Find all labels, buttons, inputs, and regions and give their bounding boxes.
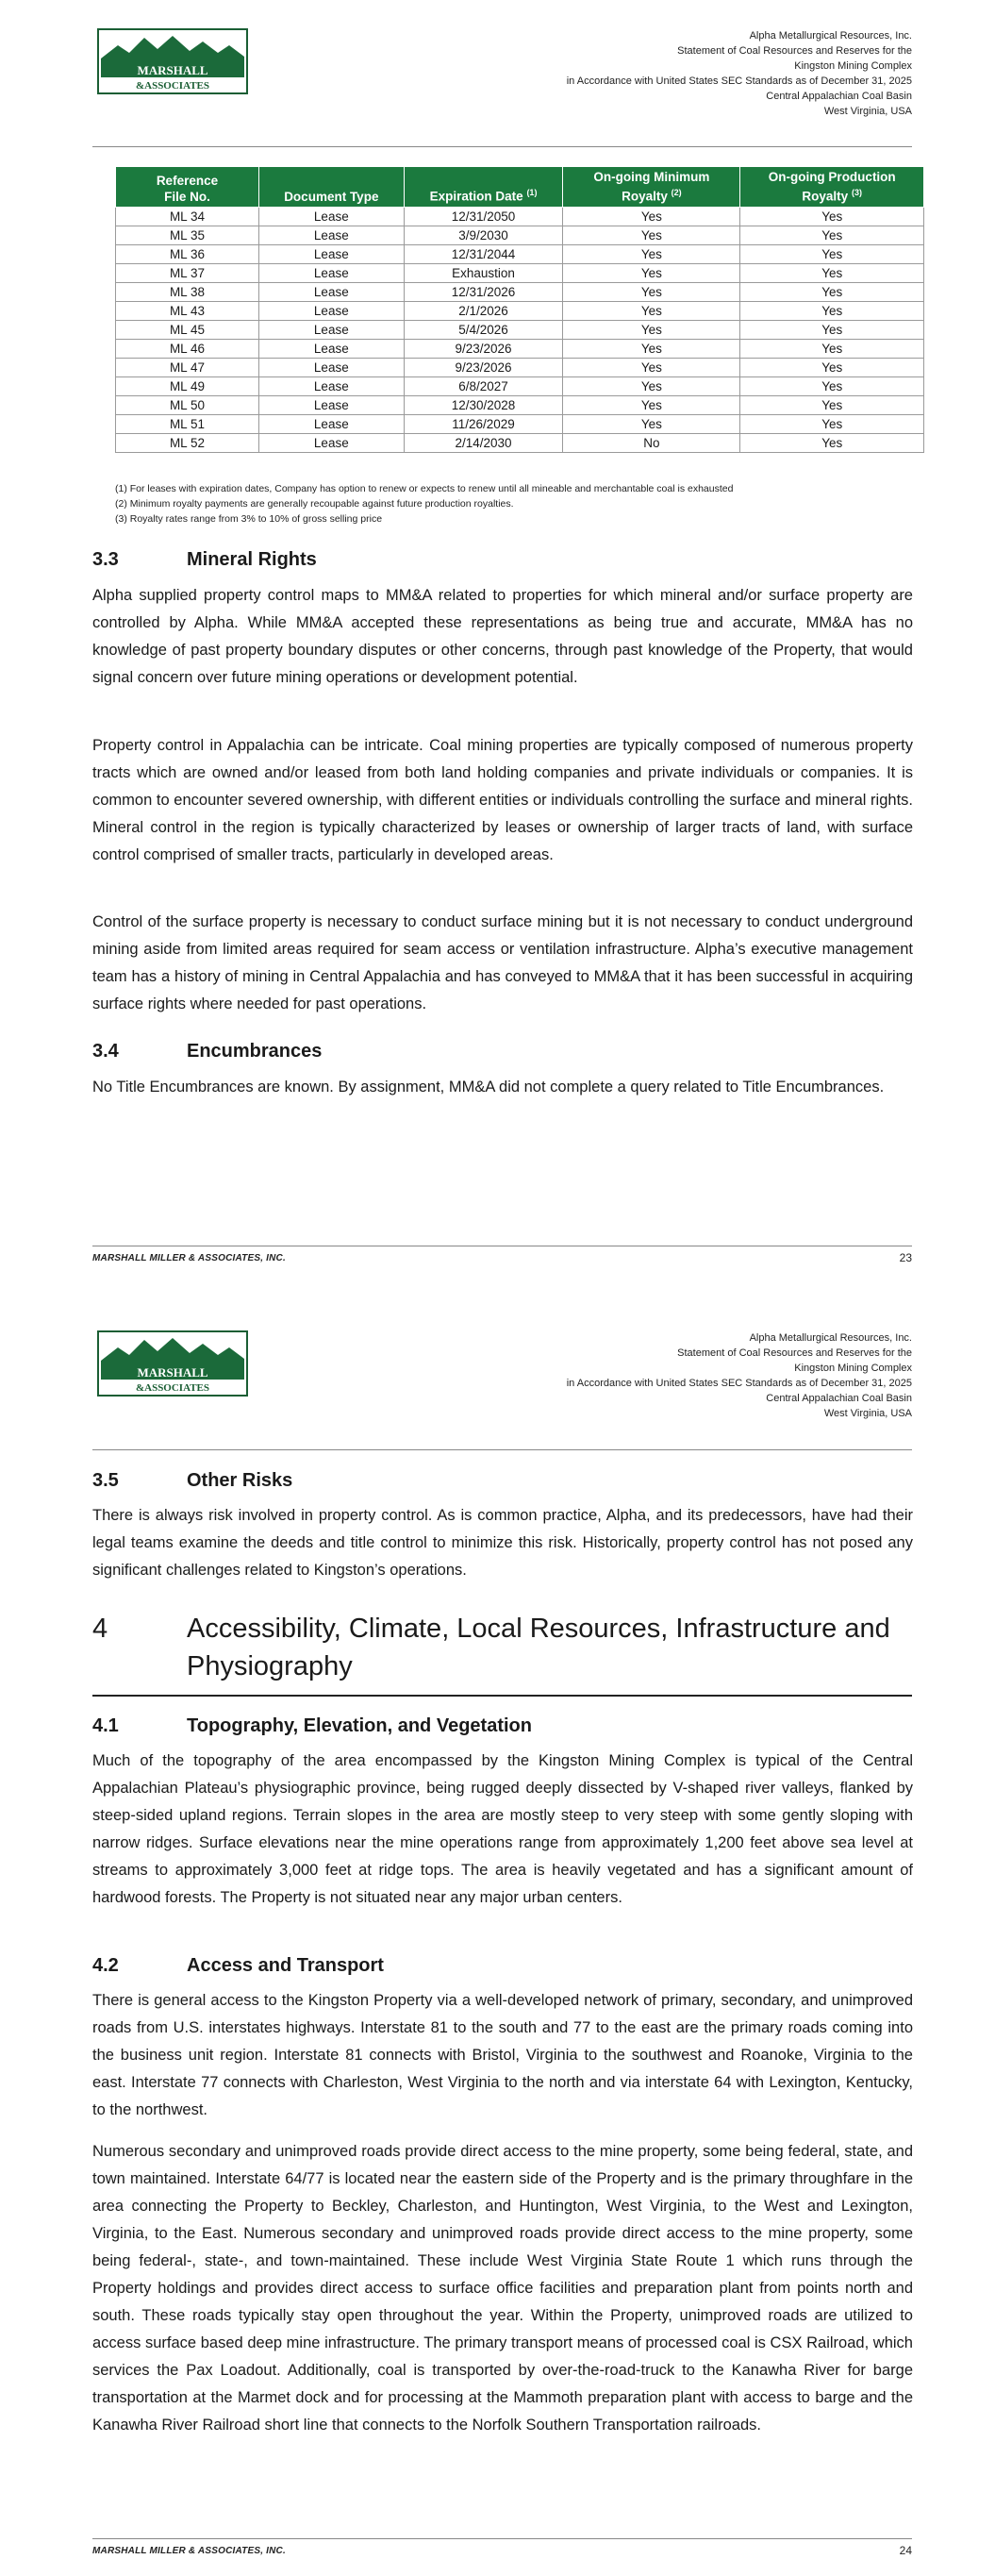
table-cell: Yes — [740, 282, 924, 301]
paragraph: There is always risk involved in property control. As is common practice, Alpha, and its predecessors, have had their legal teams examine the deeds and title control to minimize this risk. Historically, property control has not posed any significant challenges related to Kingston’s operations. — [92, 1507, 913, 1579]
col-header-production-royalty: On-going Production Royalty $^{(3)}$ — [740, 167, 924, 208]
paragraph: Property control in Appalachia can be intricate. Coal mining properties are typically composed of numerous property tracts which are owned and/or leased from both land holding companies and private individuals or companies. It is common to encounter severed ownership, with different entities or individuals controlling the surface and mineral rights. Mineral control in the region is typically characterized by leases or ownership of larger tracts of land, with surface control comprised of smaller tracts, particularly in developed areas. — [92, 737, 913, 863]
table-row — [116, 226, 924, 244]
paragraph: Numerous secondary and unimproved roads provide direct access to the mine property, some being federal, state, and town maintained. Interstate 64/77 is located near the eastern side of the Property and is the primary throughfare in the area connecting the Property to Beckley, Charleston, and Huntington, West Virginia, to the West and Lexington, Virginia, to the East. Numerous secondary and unimproved roads provide direct access to the mine property, some being federal-, state-, and town-maintained. These include West Virginia State Route 1 which runs through the Property holdings and provides direct access to surface office facilities and preparation plant from points north and south. These roads typically stay open throughout the year. Within the Property, unimproved roads are utilized to access surface based deep mine infrastructure. The primary transport means of processed coal is CSX Railroad, which services the Pax Loadout. Additionally, coal is transported by over-the-road-truck to the Kanawha River for barge transportation at the Marmet dock and for processing at the Mammoth preparation plant with access to barge and the Kanawha River Railroad short line that connects to the Norfolk Southern Transportation railroads. — [92, 2143, 913, 2434]
table-cell: Yes — [563, 244, 740, 263]
table-row — [116, 207, 924, 226]
table-cell: Yes — [563, 376, 740, 395]
table-cell: ML 47 — [116, 358, 259, 376]
paragraph: Much of the topography of the area encompassed by the Kingston Mining Complex is typical of the Central Appalachian Plateau’s physiographic province, being rugged deeply dissected by V-shaped river valleys, flanked by steep-sided upland regions. Terrain slopes in the area are mostly steep to very steep with some gently sloping with narrow ridges. Surface elevations near the mine operations range from approximately 1,200 feet above sea level at streams to approximately 3,000 feet at ridge tops. The area is heavily vegetated and has a significant amount of hardwood forests. The Property is not situated near any major urban centers. — [92, 1752, 913, 1906]
table-header-row — [116, 167, 924, 208]
table-cell: Lease — [258, 339, 404, 358]
page-23 — [0, 0, 995, 1283]
table-cell: 6/8/2027 — [404, 376, 563, 395]
table-cell: Lease — [258, 395, 404, 414]
table-cell: Yes — [563, 320, 740, 339]
table-row — [116, 414, 924, 433]
table-row — [116, 301, 924, 320]
col-header-expiration: Expiration Date $^{(1)}$ — [404, 167, 563, 208]
table-cell: 9/23/2026 — [404, 339, 563, 358]
table-cell: Yes — [740, 244, 924, 263]
table-notes — [115, 481, 926, 527]
table-cell: ML 46 — [116, 339, 259, 358]
table-cell: Yes — [563, 358, 740, 376]
page-number: 23 — [899, 1251, 912, 1264]
table-cell: Lease — [258, 301, 404, 320]
footer-company: MARSHALL MILLER & ASSOCIATES, INC. — [92, 1253, 286, 1263]
table-cell: ML 36 — [116, 244, 259, 263]
table-cell: Lease — [258, 263, 404, 282]
page-24 — [0, 1283, 995, 2576]
table-cell: Lease — [258, 282, 404, 301]
table-row — [116, 433, 924, 452]
table-cell: Yes — [563, 414, 740, 433]
table-cell: Yes — [563, 263, 740, 282]
table-cell: Lease — [258, 376, 404, 395]
logo-text-associates: &ASSOCIATES — [135, 1382, 210, 1394]
table-cell: ML 49 — [116, 376, 259, 395]
table-cell: 3/9/2030 — [404, 226, 563, 244]
table-cell: Lease — [258, 433, 404, 452]
table-cell: 9/23/2026 — [404, 358, 563, 376]
table-cell: ML 52 — [116, 433, 259, 452]
page-header — [422, 28, 912, 119]
table-cell: Yes — [563, 282, 740, 301]
table-cell: ML 34 — [116, 207, 259, 226]
table-cell: 11/26/2029 — [404, 414, 563, 433]
table-cell: ML 45 — [116, 320, 259, 339]
table-cell: Lease — [258, 320, 404, 339]
header-line: Kingston Mining Complex — [794, 1363, 912, 1374]
header-line: Alpha Metallurgical Resources, Inc. — [749, 1332, 912, 1344]
table-row — [116, 339, 924, 358]
table-cell: ML 50 — [116, 395, 259, 414]
paragraph: Alpha supplied property control maps to MM&A related to properties for which mineral and/or surface property are controlled by Alpha. While MM&A accepted these representations as being true and accurate, MM&A has no knowledge of past property boundary disputes or other concerns, through past knowledge of the Property, that would signal concern over future mining operations or development potential. — [92, 587, 913, 686]
table-cell: Yes — [563, 339, 740, 358]
table-cell: No — [563, 433, 740, 452]
table-cell: Yes — [563, 395, 740, 414]
col-header-reference: Reference File No. — [116, 167, 259, 208]
table-cell: Yes — [740, 320, 924, 339]
table-cell: Yes — [740, 263, 924, 282]
table-cell: 5/4/2026 — [404, 320, 563, 339]
table-cell: ML 35 — [116, 226, 259, 244]
header-line: Kingston Mining Complex — [794, 60, 912, 72]
table-cell: 12/31/2044 — [404, 244, 563, 263]
table-cell: Lease — [258, 414, 404, 433]
header-line: in Accordance with United States SEC Standards as of December 31, 2025 — [566, 75, 912, 87]
table-cell: Yes — [563, 226, 740, 244]
table-row — [116, 358, 924, 376]
table-cell: 2/14/2030 — [404, 433, 563, 452]
table-cell: Yes — [740, 376, 924, 395]
footer-company: MARSHALL MILLER & ASSOCIATES, INC. — [92, 2546, 286, 2556]
header-line: Statement of Coal Resources and Reserves for the — [677, 1347, 912, 1359]
table-row — [116, 282, 924, 301]
section-heading-3-5: 3.5 Other Risks — [92, 1470, 293, 1491]
logo-text-associates: &ASSOCIATES — [135, 80, 210, 92]
table-cell: ML 37 — [116, 263, 259, 282]
section-heading-4-2: 4.2 Access and Transport — [92, 1955, 384, 1976]
table-cell: ML 51 — [116, 414, 259, 433]
table-note: (3) Royalty rates range from 3% to 10% of gross selling price — [115, 513, 383, 525]
table-row — [116, 395, 924, 414]
header-line: West Virginia, USA — [823, 106, 912, 117]
table-cell: 12/31/2026 — [404, 282, 563, 301]
section-heading-4-1: 4.1 Topography, Elevation, and Vegetation — [92, 1715, 532, 1736]
header-divider — [92, 1449, 912, 1450]
header-divider — [92, 146, 912, 147]
page-header — [422, 1330, 912, 1421]
header-line: West Virginia, USA — [823, 1408, 912, 1419]
section-heading-3-3: 3.3 Mineral Rights — [92, 549, 317, 570]
header-line: Central Appalachian Coal Basin — [766, 1393, 912, 1404]
table-cell: Exhaustion — [404, 263, 563, 282]
property-control-table — [115, 166, 924, 453]
mma-logo — [97, 28, 248, 94]
table-cell: Yes — [563, 301, 740, 320]
table-cell: Yes — [740, 207, 924, 226]
table-cell: Yes — [740, 301, 924, 320]
paragraph: Control of the surface property is necessary to conduct surface mining but it is not necessary to conduct underground mining aside from limited areas required for seam access or ventilation infrastructure. Alpha’s executive management team has a history of mining in Central Appalachia and has conveyed to MM&A that it has been successful in acquiring surface rights where needed for past operations. — [92, 913, 913, 1012]
mma-logo — [97, 1330, 248, 1397]
table-cell: Yes — [740, 395, 924, 414]
table-cell: Lease — [258, 207, 404, 226]
header-line: Central Appalachian Coal Basin — [766, 91, 912, 102]
table-cell: Yes — [740, 358, 924, 376]
table-cell: Lease — [258, 244, 404, 263]
table-cell: Lease — [258, 358, 404, 376]
page-number: 24 — [899, 2544, 912, 2557]
table-row — [116, 244, 924, 263]
table-cell: Yes — [740, 433, 924, 452]
table-cell: ML 38 — [116, 282, 259, 301]
section-heading-3-4: 3.4 Encumbrances — [92, 1041, 323, 1062]
table-cell: Yes — [740, 339, 924, 358]
table-cell: Lease — [258, 226, 404, 244]
paragraph: No Title Encumbrances are known. By assignment, MM&A did not complete a query related to Title Encumbrances. — [92, 1079, 885, 1096]
chapter-heading-rule — [92, 1695, 912, 1697]
table-note: (1) For leases with expiration dates, Company has option to renew or expects to renew until all mineable and merchantable coal is exhausted — [115, 483, 734, 494]
table-cell: Yes — [563, 207, 740, 226]
table-cell: Yes — [740, 414, 924, 433]
table-row — [116, 320, 924, 339]
table-cell: 12/30/2028 — [404, 395, 563, 414]
table-cell: 12/31/2050 — [404, 207, 563, 226]
table-cell: 2/1/2026 — [404, 301, 563, 320]
header-line: in Accordance with United States SEC Standards as of December 31, 2025 — [566, 1378, 912, 1389]
table-row — [116, 376, 924, 395]
col-header-minimum-royalty: On-going Minimum Royalty $^{(2)}$ — [563, 167, 740, 208]
header-line: Statement of Coal Resources and Reserves for the — [677, 45, 912, 57]
paragraph: There is general access to the Kingston Property via a well-developed network of primary, secondary, and unimproved roads from U.S. interstates highways. Interstate 81 to the south and 77 to the east are the primary roads coming into the business unit region. Interstate 81 connects with Bristol, Virginia to the southwest and Roanoke, Virginia to the east. Interstate 77 connects with Charleston, West Virginia to the north and via interstate 64 with Lexington, Kentucky, to the northwest. — [92, 1992, 913, 2118]
table-row — [116, 263, 924, 282]
table-note: (2) Minimum royalty payments are generally recoupable against future production royalties. — [115, 498, 514, 510]
header-line: Alpha Metallurgical Resources, Inc. — [749, 30, 912, 42]
logo-text-marshall: MARSHALL — [137, 63, 208, 77]
col-header-document-type: Document Type — [258, 167, 404, 208]
table-cell: ML 43 — [116, 301, 259, 320]
logo-text-marshall: MARSHALL — [137, 1365, 208, 1380]
table-cell: Yes — [740, 226, 924, 244]
footer-divider — [92, 2538, 912, 2539]
chapter-heading-4: 4 Accessibility, Climate, Local Resources, Infrastructure and Physiography — [92, 1614, 890, 1681]
